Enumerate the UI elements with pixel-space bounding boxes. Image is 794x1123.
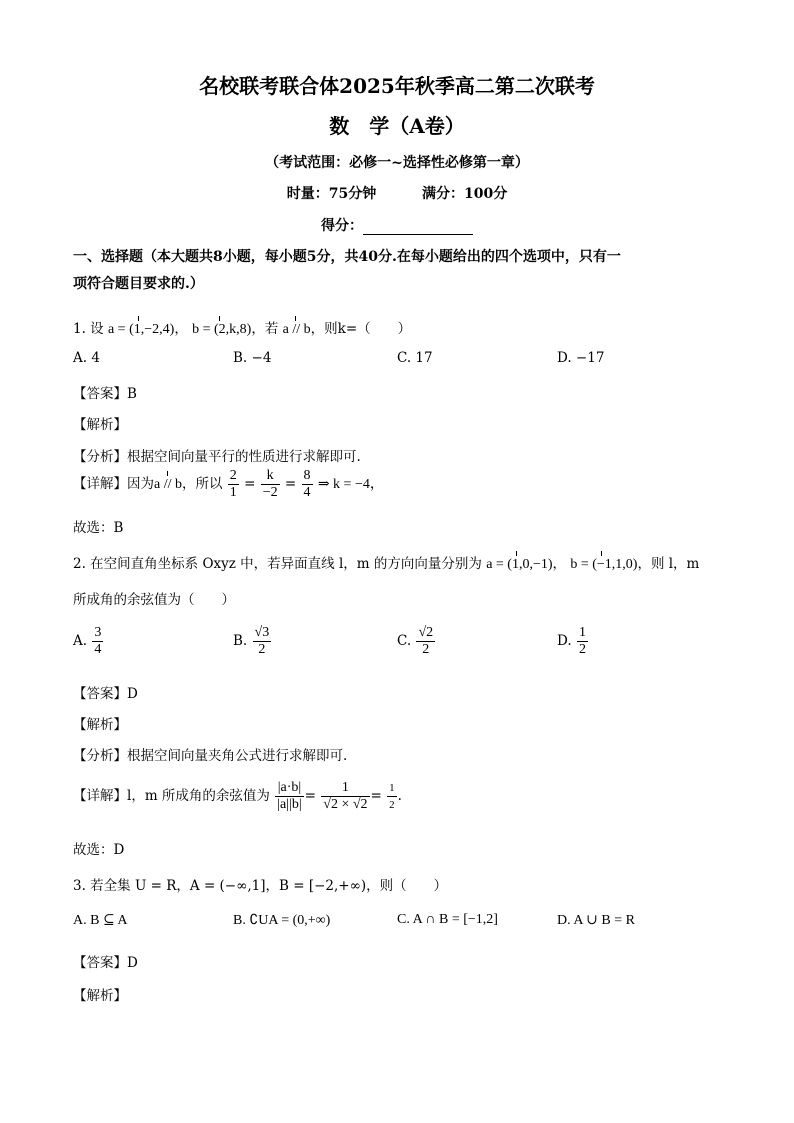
q1-frac-1-num: 2 [229,468,237,483]
exam-scope: （考试范围：必修一~选择性必修第一章） [265,155,529,171]
subject-title: 数 学（A卷） [329,114,465,138]
q2-option-d [557,625,589,658]
q1-option-a: A. 4 [73,350,100,366]
q1-detail-cond: a // b [154,477,182,492]
q2-option-d-label: D. [557,633,572,649]
score-blank[interactable] [363,220,473,235]
section-heading-line1: 一、选择题（本大题共8小题，每小题5分，共40分.在每小题给出的四个选项中，只有一 [73,249,621,265]
score-label: 得分： [321,218,363,234]
q2-detail: 【详解】l，m 所成角的余弦值为 $\frac{|a\cdot b|}{|a||b|}$ = $\frac{1}{√2 \times √2}$ = $\frac{1}{2}$ . [73,780,402,812]
q1-frac-3 [302,468,313,501]
q1-answer [73,382,137,402]
q2-frac-1-den: |a||b| [277,797,302,812]
q2-frac-1 [275,780,303,813]
q2-choose-value: D [113,842,125,858]
q2-option-a-frac [92,625,103,658]
q2-analysis-label: 【解析】 [73,717,127,733]
q2-frac-3-den: 2 [389,799,395,811]
q3-answer [73,951,138,971]
guxuan-label: 故选： [73,520,114,536]
q2-option-b [233,625,272,658]
q1-detail-pre: 因为 [127,476,154,492]
q1-choose-value: B [113,520,124,536]
q1-cond-pre: ，若 [251,321,279,337]
q1-vector-b: b = (2,k,8) [192,322,252,337]
xiangjie-label: 【详解】 [73,476,127,492]
guxuan-label: 故选： [73,842,114,858]
section-heading-line2: 项符合题目要求的.） [73,276,204,292]
exam-title: 名校联考联合体2025年秋季高二第二次联考 [199,74,595,98]
q1-frac-2-den: −2 [262,485,278,500]
q1-option-b: B. −4 [233,350,272,366]
q1-choose [73,516,123,536]
full-score: 满分：100分 [422,186,508,202]
q2-option-a-label: A. [73,633,88,649]
fenxi-label: 【分析】 [73,449,127,465]
q2-line2: 所成角的余弦值为（ ） [73,592,235,608]
score-field [0,215,794,235]
q3-answer-value: D [127,955,138,971]
q2-choose [73,838,124,858]
time-and-score [0,183,794,203]
q2-frac-2-num: 1 [321,780,369,797]
answer-label: 【答案】 [73,955,127,971]
q2-option-c-num: √2 [418,625,434,640]
q1-frac-1-den: 1 [229,485,237,500]
q2-frac-3 [387,780,397,813]
q1-fenxi-text: 根据空间向量平行的性质进行求解即可. [127,449,361,465]
q1-frac-3-num: 8 [303,468,311,483]
q1-frac-3-den: 4 [303,485,311,500]
q2-detail-pre: l，m 所成角的余弦值为 [127,788,270,804]
q2-line1: 2. 在空间直角坐标系 Oxyz 中，若异面直线 l，m 的方向向量分别为 [73,556,482,572]
q2-option-a-den: 4 [94,642,102,657]
question-1: 1. 设 a = (1,−2,4)， b = (2,k,8)，若 a // b，则k=（ ） [73,321,412,337]
q2-option-d-frac [577,625,588,658]
q2-fenxi-text: 根据空间向量夹角公式进行求解即可. [127,748,348,764]
q1-detail: 【详解】因为a // b，所以 $\frac{2}{1}$ = $\frac{k}{-2}$ = $\frac{8}{4}$ ⇒ k = −4， [73,468,384,500]
answer-label: 【答案】 [73,686,127,702]
fenxi-label: 【分析】 [73,748,127,764]
q1-frac-1 [228,468,239,501]
time-limit: 时量：75分钟 [286,186,377,202]
q1-frac-2-num: k [261,468,280,485]
q2-option-b-den: 2 [258,642,266,657]
q1-option-d: D. −17 [557,350,605,366]
q1-fenxi [73,445,361,465]
q3-analysis-label: 【解析】 [73,988,127,1004]
question-2: 2. 在空间直角坐标系 Oxyz 中，若异面直线 l，m 的方向向量分别为 a = (1,0,−1)， b = (−1,1,0)，则 l，m [73,556,700,572]
q2-tail: ，则 l，m [637,556,700,572]
q1-detail-end: ⇒ k = −4， [317,477,384,492]
question-3: 3. 若全集 U = R，A = (−∞,1]，B = [−2,+∞)，则（ ） [73,878,448,894]
q2-option-b-label: B. [233,633,248,649]
q2-option-a-num: 3 [94,625,102,640]
q2-option-c-frac [416,625,435,658]
q2-option-b-num: √3 [254,625,270,640]
q2-option-b-frac [253,625,272,658]
q1-detail-mid: ，所以 [182,476,223,492]
q3-option-c: C. A ∩ B = [−1,2] [397,912,498,927]
q2-fenxi [73,744,347,764]
q2-frac-2-den: √2 × √2 [323,797,368,812]
q1-condition: a // b [282,322,311,337]
xiangjie-label: 【详解】 [73,788,127,804]
q1-answer-value: B [127,386,137,402]
q2-option-c-den: 2 [422,642,430,657]
q2-frac-2 [321,780,369,813]
q1-ask: ，则k=（ ） [310,321,412,337]
q1-option-c: C. 17 [397,350,433,366]
answer-label: 【答案】 [73,386,127,402]
q2-answer [73,682,138,702]
q2-frac-3-num: 1 [387,780,397,797]
q2-frac-1-num: |a·b| [275,780,303,797]
q2-answer-value: D [127,686,138,702]
q2-option-d-num: 1 [578,625,586,640]
q1-vector-a: a = (1,−2,4) [107,322,175,337]
q3-option-a: A. B ⊆ A [73,913,128,928]
q2-option-d-den: 2 [578,642,586,657]
q1-analysis-label: 【解析】 [73,417,127,433]
q2-vector-b: b = (−1,1,0) [570,557,638,572]
q2-option-a [73,625,104,658]
q2-option-c-label: C. [397,633,412,649]
q2-option-c [397,625,436,658]
q2-vector-a: a = (1,0,−1) [486,557,553,572]
q3-option-b: B. ∁UA = (0,+∞) [233,913,331,928]
q1-number: 1. 设 [73,321,104,337]
q1-frac-2 [261,468,280,501]
q3-option-d: D. A ∪ B = R [557,913,635,928]
